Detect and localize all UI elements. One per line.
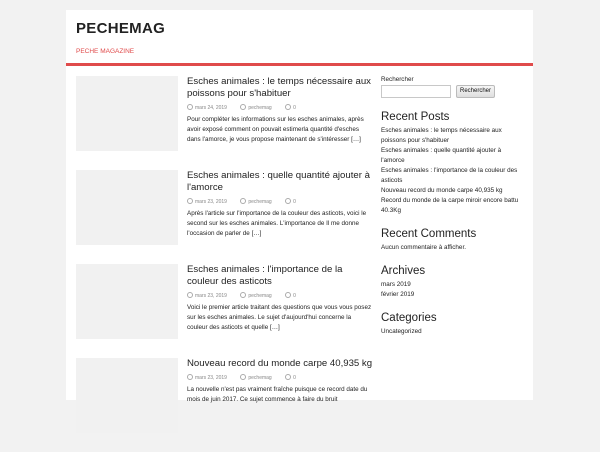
post-thumbnail[interactable] (76, 76, 178, 151)
post-excerpt (187, 209, 373, 239)
clock-icon (187, 198, 193, 204)
post-date: mars 23, 2019 (195, 375, 227, 381)
post-title[interactable]: Esches animales : quelle quantité ajouter à l'amorce (187, 170, 370, 193)
archive-link[interactable]: mars 2019 (381, 281, 411, 288)
categories-title: Categories (381, 312, 437, 324)
excerpt-text: Pour compléter les informations sur les esches animales, après avoir exposé comment on pouvait estimerla quantité d'esches dans l'amorce, je vous propose maintenant de s'intéresser (187, 116, 364, 143)
search-button[interactable]: Rechercher (456, 85, 495, 98)
search-form (381, 85, 521, 99)
read-more-link[interactable]: […] (251, 230, 262, 237)
post-date: mars 23, 2019 (195, 293, 227, 299)
post-comments[interactable]: 0 (293, 199, 296, 205)
clock-icon (187, 292, 193, 298)
recent-post-link[interactable]: Esches animales : quelle quantité ajouter à l'amorce (381, 147, 502, 164)
clock-icon (187, 104, 193, 110)
post-item (76, 358, 372, 452)
comment-icon (285, 374, 291, 380)
recent-comments-list (381, 243, 521, 253)
post-meta (187, 374, 373, 382)
post-title[interactable]: Esches animales : l'importance de la couleur des asticots (187, 264, 343, 287)
user-icon (240, 374, 246, 380)
post-date: mars 24, 2019 (195, 105, 227, 111)
user-icon (240, 198, 246, 204)
read-more-link[interactable]: […] (269, 324, 280, 331)
comment-icon (285, 104, 291, 110)
post-thumbnail[interactable] (76, 358, 178, 433)
clock-icon (187, 374, 193, 380)
recent-comments-title: Recent Comments (381, 228, 477, 240)
post-excerpt (187, 385, 373, 405)
post-meta (187, 104, 373, 112)
search-input[interactable] (381, 85, 451, 98)
post-comments[interactable]: 0 (293, 375, 296, 381)
post-date: mars 23, 2019 (195, 199, 227, 205)
read-more-link[interactable]: […] (351, 136, 361, 143)
recent-posts-title: Recent Posts (381, 111, 450, 123)
categories-list (381, 327, 521, 337)
post-item (76, 264, 372, 358)
post-author[interactable]: pechemag (248, 375, 272, 381)
post-thumbnail[interactable] (76, 170, 178, 245)
post-meta (187, 198, 373, 206)
recent-post-link[interactable]: Record du monde de la carpe miroir encore battu 40.3Kg (381, 197, 519, 214)
post-item (76, 76, 372, 170)
post-comments[interactable]: 0 (293, 105, 296, 111)
comment-icon (285, 198, 291, 204)
recent-post-link[interactable]: Esches animales : le temps nécessaire aux poissons pour s'habituer (381, 127, 502, 144)
post-meta (187, 292, 373, 300)
post-author[interactable]: pechemag (248, 105, 272, 111)
post-thumbnail[interactable] (76, 264, 178, 339)
excerpt-text: Après l'article sur l'importance de la couleur des asticots, voici le second sur les esches animales. L'importance de Il me donne l'occasion de parler de (187, 210, 367, 237)
post-title[interactable]: Esches animales : le temps nécessaire aux poissons pour s'habituer (187, 76, 371, 99)
user-icon (240, 104, 246, 110)
post-comments[interactable]: 0 (293, 293, 296, 299)
site-header (66, 10, 533, 73)
post-list (76, 76, 372, 452)
site-title[interactable]: PECHEMAG (76, 20, 166, 37)
post-excerpt (187, 303, 373, 333)
header-accent-bar (66, 63, 533, 66)
comment-icon (285, 292, 291, 298)
archive-link[interactable]: février 2019 (381, 291, 415, 298)
excerpt-text: Voici le premier article traitant des questions que vous vous posez sur les esches animales. Le sujet d'aujourd'hui concerne la couleur des asticots et quelle (187, 304, 372, 331)
search-label: Rechercher (381, 76, 414, 83)
post-excerpt (187, 115, 373, 145)
site-tagline: PECHE MAGAZINE (76, 48, 135, 55)
archives-title: Archives (381, 265, 426, 277)
recent-posts-list (381, 126, 521, 216)
post-item (76, 170, 372, 264)
post-author[interactable]: pechemag (248, 199, 272, 205)
archives-list (381, 280, 521, 300)
sidebar (381, 76, 521, 337)
recent-post-link[interactable]: Esches animales : l'importance de la couleur des asticots (381, 167, 518, 184)
no-comments-text: Aucun commentaire à afficher. (381, 244, 466, 251)
post-title[interactable]: Nouveau record du monde carpe 40,935 kg (187, 358, 373, 369)
post-author[interactable]: pechemag (248, 293, 272, 299)
excerpt-text: La nouvelle n'est pas vraiment fraîche puisque ce record date du mois de juin 2017. Ce sujet commence à faire du bruit (187, 386, 368, 403)
category-link[interactable]: Uncategorized (381, 328, 422, 335)
recent-post-link[interactable]: Nouveau record du monde carpe 40,935 kg (381, 187, 503, 194)
user-icon (240, 292, 246, 298)
page-container (66, 10, 533, 403)
